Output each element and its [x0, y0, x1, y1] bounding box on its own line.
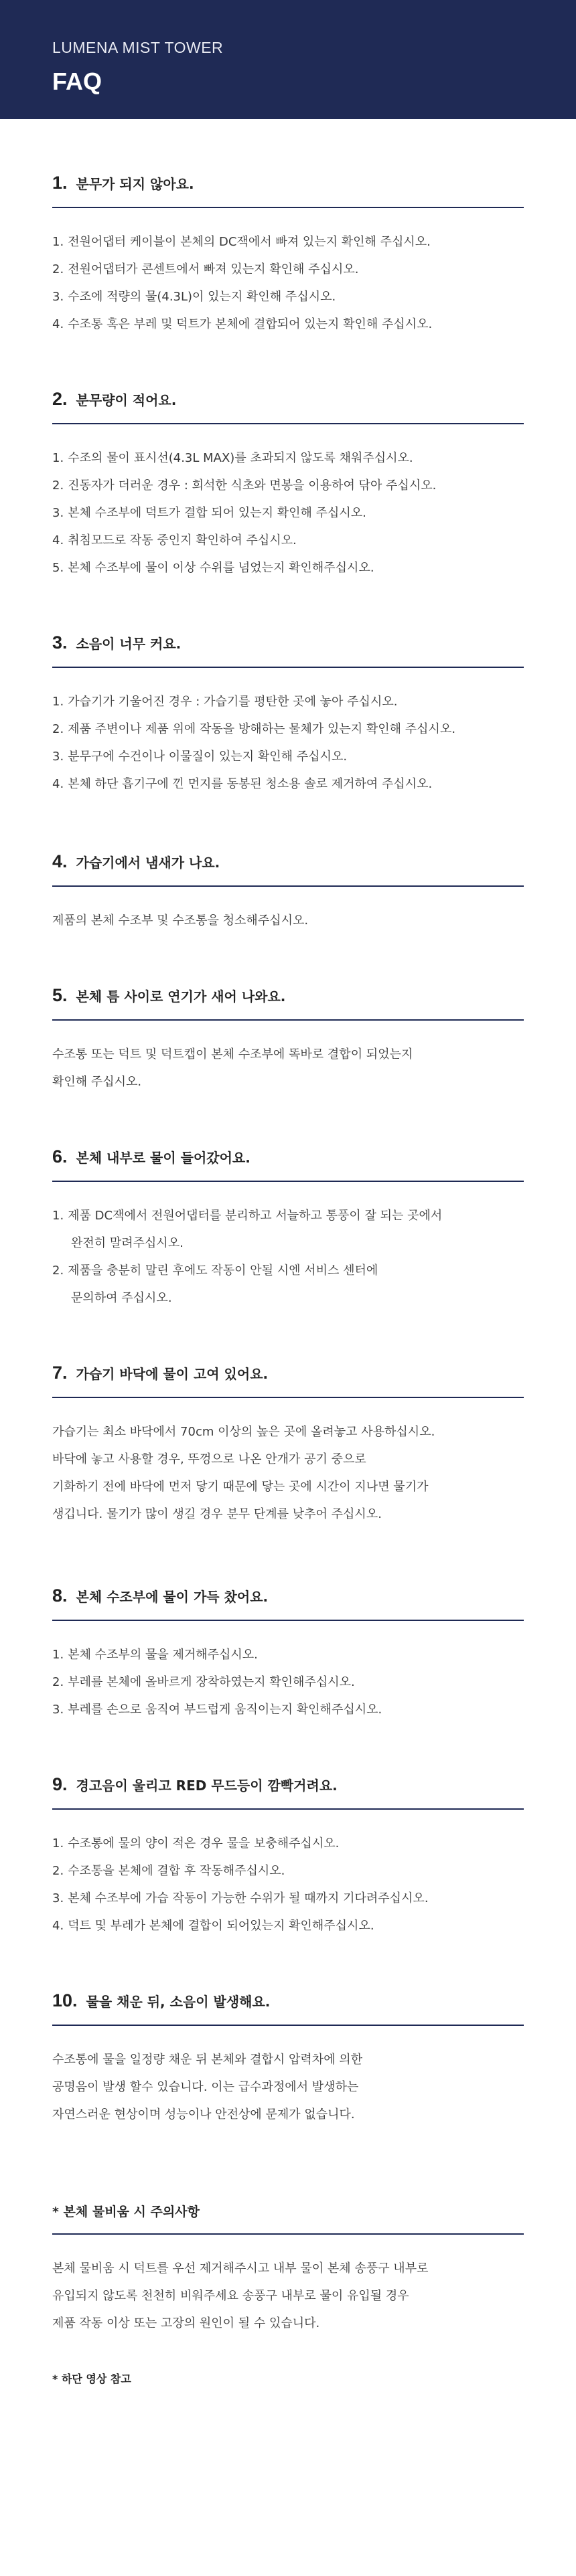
list-item: 2. 진동자가 더러운 경우 : 희석한 식초와 면봉을 이용하여 닦아 주십시오. — [52, 479, 437, 493]
caution-text: 본체 물비움 시 덕트를 우선 제거해주시고 내부 물이 본체 송풍구 내부로 유입되지 않도록 천천히 비워주세요 송풍구 내부로 물이 유입될 경우 제품 작동 이상 또는 고장의 원인이 될 수 있습니다. — [52, 2261, 429, 2330]
faq-question: 7. 가습기 바닥에 물이 고여 있어요. — [52, 1363, 524, 1398]
faq-question: 4. 가습기에서 냄새가 나요. — [52, 851, 524, 887]
list-item: 1. 제품 DC잭에서 전원어댑터를 분리하고 서늘하고 통풍이 잘 되는 곳에서 완전히 말려주십시오. — [52, 1209, 443, 1250]
faq-question: 3. 소음이 너무 커요. — [52, 632, 524, 668]
faq-question: 5. 본체 틈 사이로 연기가 새어 나와요. — [52, 985, 524, 1021]
answer-text: 가습기는 최소 바닥에서 70cm 이상의 높은 곳에 올려놓고 사용하십시오. 바닥에 놓고 사용할 경우, 뚜껑으로 나온 안개가 공기 중으로 기화하기 전에 바닥에 먼저 닿기 때문에 닿는 곳에 시간이 지나면 물기가 생깁니다. 물기가 많이 생길 경우 분무 단계를 낮추어 주십시오. — [52, 1425, 435, 1521]
list-item: 1. 가습기가 기울어진 경우 : 가습기를 평탄한 곳에 놓아 주십시오. — [52, 695, 398, 709]
page-header — [0, 0, 576, 119]
answer-list — [52, 1830, 524, 1940]
list-item: 1. 전원어댑터 케이블이 본체의 DC잭에서 빠져 있는지 확인해 주십시오. — [52, 235, 431, 249]
list-item: 2. 부레를 본체에 올바르게 장착하였는지 확인해주십시오. — [52, 1675, 355, 1689]
list-item: 3. 수조에 적량의 물(4.3L)이 있는지 확인해 주십시오. — [52, 290, 336, 304]
faq-question: 8. 본체 수조부에 물이 가득 찼어요. — [52, 1585, 524, 1621]
list-item: 2. 제품 주변이나 제품 위에 작동을 방해하는 물체가 있는지 확인해 주십시오. — [52, 722, 456, 736]
answer-list — [52, 1641, 524, 1723]
list-item: 5. 본체 수조부에 물이 이상 수위를 넘었는지 확인해주십시오. — [52, 561, 374, 575]
caution-title: * 본체 물비움 시 주의사항 — [52, 2202, 524, 2235]
answer-list — [52, 444, 524, 582]
faq-question: 2. 분무량이 적어요. — [52, 389, 524, 424]
page-title: FAQ — [52, 68, 102, 95]
list-item: 4. 취침모드로 작동 중인지 확인하여 주십시오. — [52, 533, 297, 547]
video-reference-note: * 하단 영상 참고 — [52, 2373, 131, 2385]
faq-item-1 — [52, 173, 524, 338]
faq-item-6 — [52, 1146, 524, 1312]
list-item: 1. 본체 수조부의 물을 제거해주십시오. — [52, 1648, 258, 1662]
faq-item-8 — [52, 1585, 524, 1723]
list-item: 4. 본체 하단 흡기구에 낀 먼지를 동봉된 청소용 솔로 제거하여 주십시오. — [52, 777, 433, 791]
answer-list — [52, 1202, 524, 1312]
faq-question: 6. 본체 내부로 물이 들어갔어요. — [52, 1146, 524, 1182]
list-item: 2. 수조통을 본체에 결합 후 작동해주십시오. — [52, 1864, 285, 1878]
list-item: 3. 분무구에 수건이나 이물질이 있는지 확인해 주십시오. — [52, 750, 348, 764]
faq-question: 10. 물을 채운 뒤, 소음이 발생해요. — [52, 1990, 524, 2026]
caution-note — [52, 2202, 524, 2337]
faq-item-10 — [52, 1990, 524, 2128]
list-item: 3. 본체 수조부에 가습 작동이 가능한 수위가 될 때까지 기다려주십시오. — [52, 1891, 429, 1905]
faq-item-4 — [52, 851, 524, 934]
faq-item-3 — [52, 632, 524, 798]
list-item: 2. 제품을 충분히 말린 후에도 작동이 안될 시엔 서비스 센터에 문의하여 주십시오. — [52, 1264, 378, 1305]
faq-item-2 — [52, 389, 524, 582]
list-item: 1. 수조의 물이 표시선(4.3L MAX)를 초과되지 않도록 채워주십시오. — [52, 451, 413, 465]
list-item: 1. 수조통에 물의 양이 적은 경우 물을 보충해주십시오. — [52, 1836, 340, 1851]
list-item: 3. 부레를 손으로 움직여 부드럽게 움직이는지 확인해주십시오. — [52, 1703, 382, 1717]
answer-text: 제품의 본체 수조부 및 수조통을 청소해주십시오. — [52, 914, 309, 928]
faq-item-9 — [52, 1774, 524, 1940]
faq-question: 9. 경고음이 울리고 RED 무드등이 깜빡거려요. — [52, 1774, 524, 1810]
list-item: 2. 전원어댑터가 콘센트에서 빠져 있는지 확인해 주십시오. — [52, 262, 359, 276]
faq-item-7 — [52, 1363, 524, 1528]
brand-name: LUMENA MIST TOWER — [52, 39, 224, 56]
faq-content — [0, 173, 576, 2386]
faq-item-5 — [52, 985, 524, 1096]
faq-question: 1. 분무가 되지 않아요. — [52, 173, 524, 208]
answer-text: 수조통에 물을 일정량 채운 뒤 본체와 결합시 압력차에 의한 공명음이 발생 할수 있습니다. 이는 급수과정에서 발생하는 자연스러운 현상이며 성능이나 안전상에 문제가 없습니다. — [52, 2053, 363, 2122]
answer-text: 수조통 또는 덕트 및 덕트캡이 본체 수조부에 똑바로 결합이 되었는지 확인해 주십시오. — [52, 1047, 413, 1089]
list-item: 3. 본체 수조부에 덕트가 결합 되어 있는지 확인해 주십시오. — [52, 506, 366, 520]
answer-list — [52, 688, 524, 798]
list-item: 4. 수조통 혹은 부레 및 덕트가 본체에 결합되어 있는지 확인해 주십시오. — [52, 317, 433, 331]
answer-list — [52, 228, 524, 338]
list-item: 4. 덕트 및 부레가 본체에 결합이 되어있는지 확인해주십시오. — [52, 1919, 374, 1933]
